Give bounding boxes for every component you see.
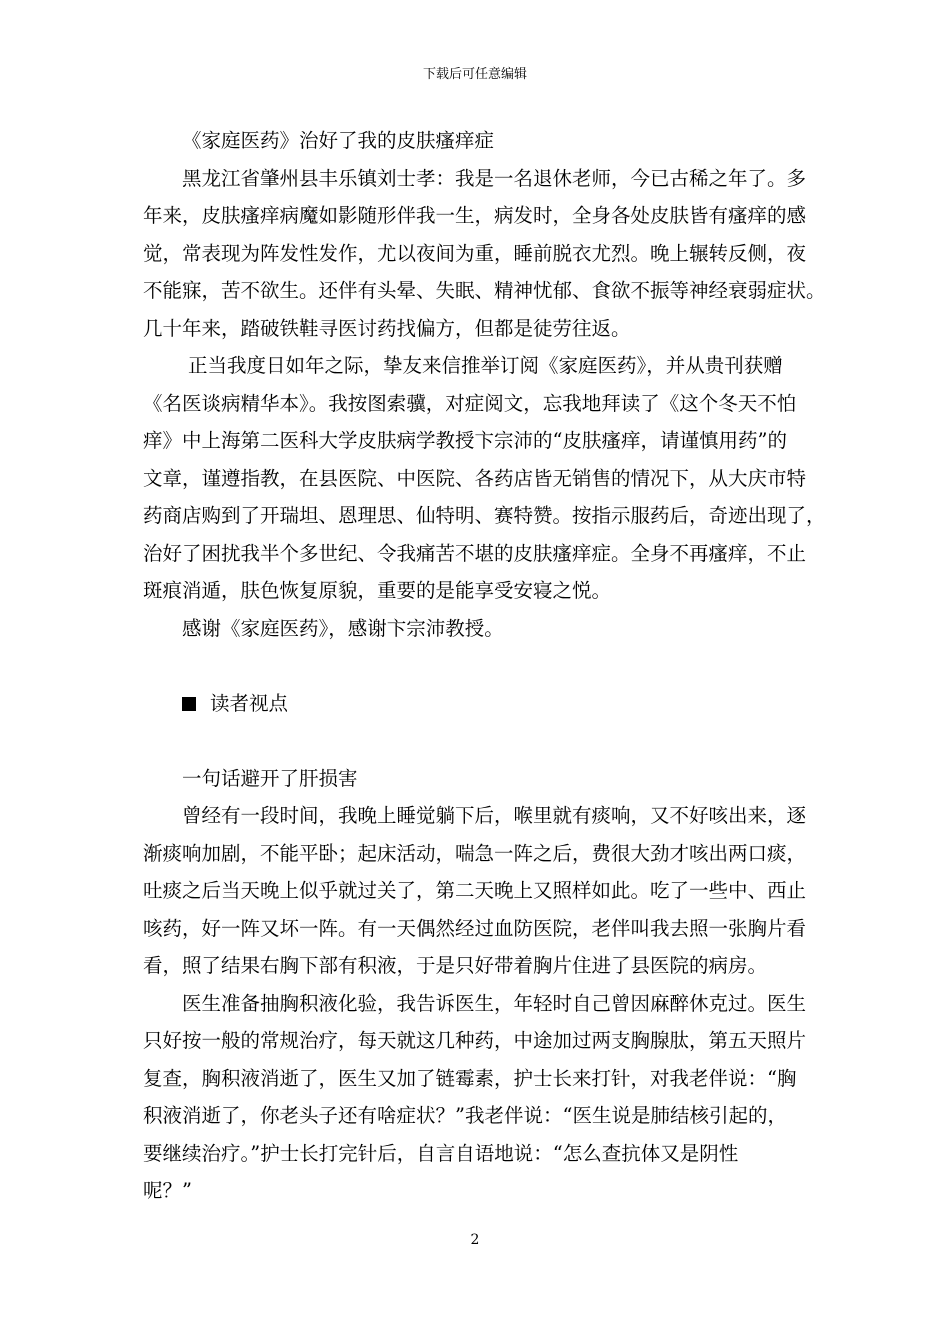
paragraph-line: 感谢《家庭医药》，感谢卞宗沛教授。 (182, 616, 504, 640)
paragraph-line: 年来，皮肤瘙痒病魔如影随形伴我一生，病发时，全身各处皮肤皆有瘙痒的感 (143, 204, 807, 227)
paragraph-line: 药商店购到了开瑞坦、恩理思、仙特明、赛特赞。按指示服药后，奇迹出现了， (143, 504, 826, 527)
paragraph-line: 不能寐，苦不欲生。还伴有头晕、失眠、精神忧郁、食欲不振等神经衰弱症状。 (143, 279, 826, 302)
paragraph-line: 黑龙江省肇州县丰乐镇刘士孝：我是一名退休老师，今已古稀之年了。多 (182, 166, 807, 190)
section-label: 读者视点 (210, 691, 289, 715)
paragraph-line: 正当我度日如年之际，挚友来信推举订阅《家庭医药》，并从贵刊获赠 (188, 354, 783, 377)
paragraph-line: 几十年来，踏破铁鞋寻医讨药找偏方，但都是徒劳往返。 (143, 316, 631, 340)
paragraph-line: 积液消逝了，你老头子还有啥症状？”我老伴说：“医生说是肺结核引起的， (143, 1104, 787, 1127)
square-bullet-icon (182, 697, 196, 711)
paragraph-line: 痒》中上海第二医科大学皮肤病学教授卞宗沛的“皮肤瘙痒，请谨慎用药”的 (143, 429, 787, 452)
paragraph-line: 要继续治疗。”护士长打完针后，自言自语地说：“怎么查抗体又是阴性 (143, 1141, 739, 1165)
document-body (143, 122, 826, 1210)
paragraph-line: 看，照了结果右胸下部有积液，于是只好带着胸片住进了县医院的病房。 (143, 954, 768, 977)
paragraph-line: 斑痕消遁，肤色恢复原貌，重要的是能享受安寝之悦。 (143, 579, 612, 602)
paragraph-line: 咳药，好一阵又坏一阵。有一天偶然经过血防医院，老伴叫我去照一张胸片看 (143, 916, 807, 940)
article-title: 一句话避开了肝损害 (182, 766, 358, 790)
page-number: 2 (470, 1232, 480, 1248)
paragraph-line: 觉，常表现为阵发性发作，尤以夜间为重，睡前脱衣尤烈。晚上辗转反侧，夜 (143, 241, 807, 265)
paragraph-line: 治好了困扰我半个多世纪、令我痛苦不堪的皮肤瘙痒症。全身不再瘙痒，不止 (143, 541, 807, 565)
paragraph-line: 文章，谨遵指教，在县医院、中医院、各药店皆无销售的情况下，从大庆市特 (143, 466, 807, 490)
paragraph-line: 医生准备抽胸积液化验，我告诉医生，年轻时自己曾因麻醉休克过。医生 (182, 991, 807, 1015)
paragraph-line: 《名医谈病精华本》。我按图索骥，对症阅文，忘我地拜读了《这个冬天不怕 (143, 391, 797, 415)
section-heading (143, 685, 811, 723)
paragraph-line: 呢？” (143, 1179, 192, 1202)
paragraph-line: 曾经有一段时间，我晚上睡觉躺下后，喉里就有痰响，又不好咳出来，逐 (182, 804, 807, 827)
page-header: 下载后可任意编辑 (422, 67, 527, 82)
spacer (143, 722, 811, 760)
spacer (143, 647, 811, 685)
article-title: 《家庭医药》治好了我的皮肤瘙痒症 (182, 129, 495, 152)
paragraph-line: 复查，胸积液消逝了，医生又加了链霉素，护士长来打针，对我老伴说：“胸 (143, 1066, 797, 1090)
paragraph-line: 渐痰响加剧，不能平卧；起床活动，喘急一阵之后，费很大劲才咳出两口痰， (143, 841, 807, 865)
paragraph-line: 只好按一般的常规治疗，每天就这几种药，中途加过两支胸腺肽，第五天照片 (143, 1029, 807, 1052)
paragraph-line: 吐痰之后当天晚上似乎就过关了，第二天晚上又照样如此。吃了一些中、西止 (143, 879, 807, 902)
